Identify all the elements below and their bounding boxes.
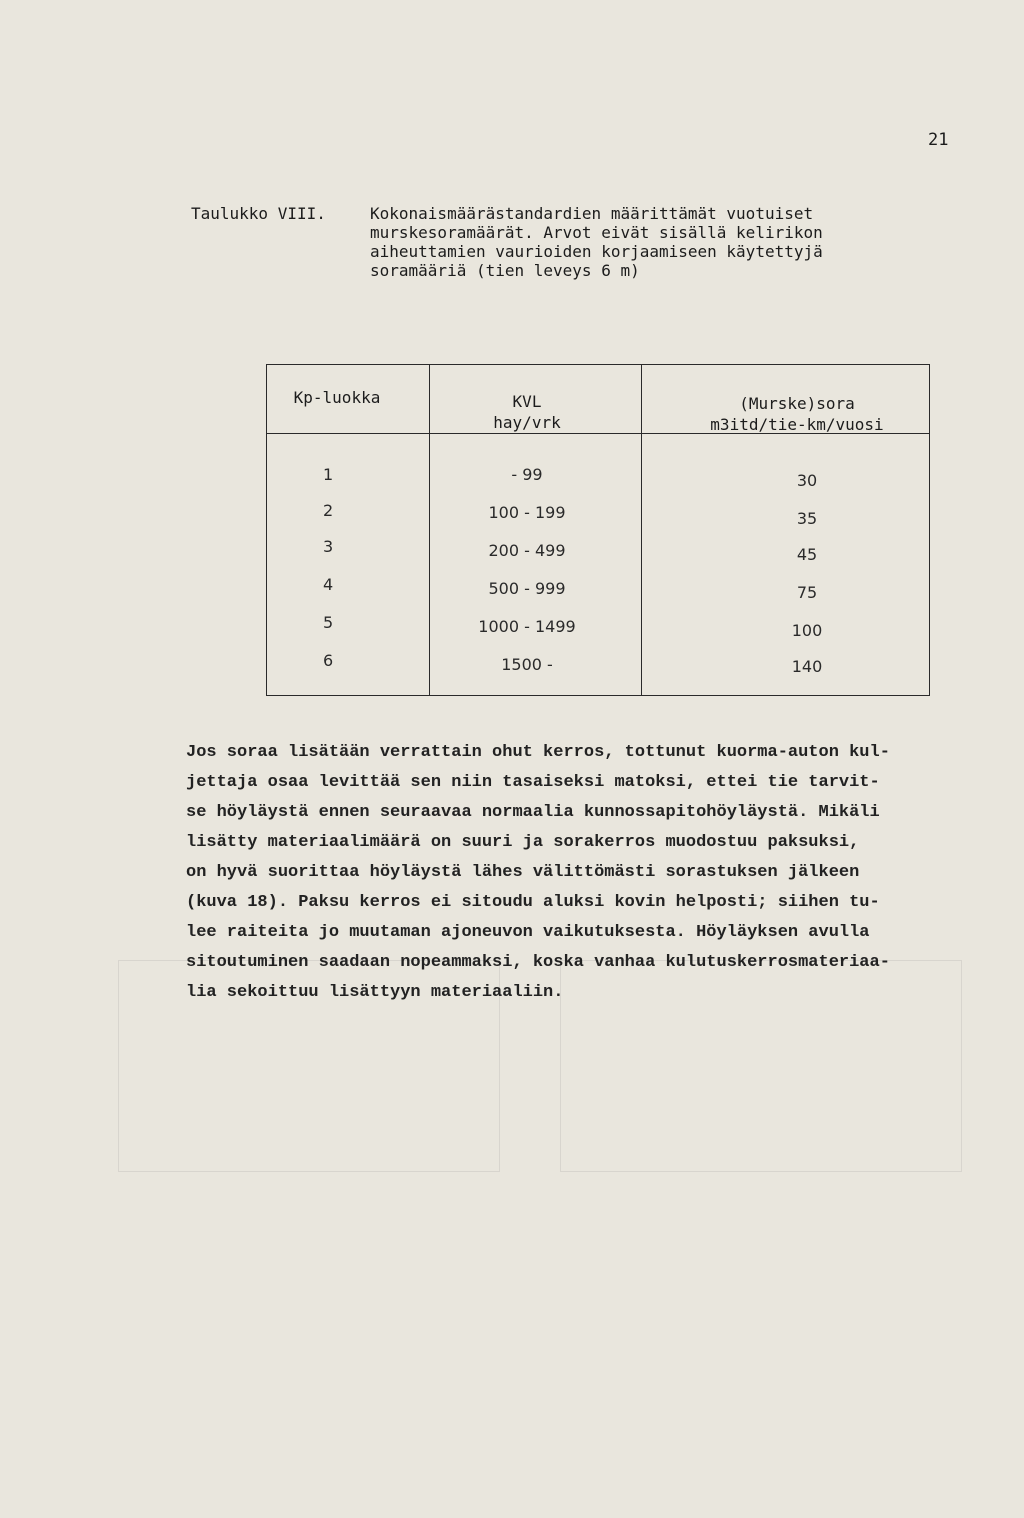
table-cell-kvl: 100 - 199 (488, 503, 566, 522)
table-cell-kp: 4 (323, 575, 334, 594)
body-line: sitoutuminen saadaan nopeammaksi, koska vanhaa kulutuskerrosmateriaa- (186, 953, 890, 972)
soramaarat-table (266, 364, 930, 696)
table-cell-sora: 45 (796, 545, 818, 564)
table-cell-sora: 75 (796, 583, 818, 602)
header-kvl (457, 391, 597, 433)
body-line: lisätty materiaalimäärä on suuri ja sorakerros muodostuu paksuksi, (186, 833, 860, 852)
column-divider (429, 365, 430, 695)
table-caption-label: Taulukko VIII. (191, 204, 326, 223)
header-kvl-line2: hay/vrk (493, 413, 561, 432)
table-cell-sora: 35 (796, 509, 818, 528)
header-kp-luokka: Kp-luokka (293, 388, 381, 407)
table-cell-kvl: - 99 (511, 465, 543, 484)
table-cell-sora: 100 (791, 621, 823, 640)
body-line: (kuva 18). Paksu kerros ei sitoudu aluksi kovin helposti; siihen tu- (186, 893, 880, 912)
table-caption-text (370, 204, 950, 280)
caption-line: aiheuttamien vaurioiden korjaamiseen käytettyjä (370, 242, 823, 261)
body-paragraph (186, 738, 986, 1008)
caption-line: soramääriä (tien leveys 6 m) (370, 261, 640, 280)
table-cell-sora: 30 (796, 471, 818, 490)
caption-line: murskesoramäärät. Arvot eivät sisällä kelirikon (370, 223, 823, 242)
table-cell-kvl: 1000 - 1499 (478, 617, 576, 636)
column-divider (641, 365, 642, 695)
table-cell-kp: 1 (323, 465, 334, 484)
header-sora-line1: (Murske)sora (739, 394, 855, 413)
body-line: se höyläystä ennen seuraavaa normaalia kunnossapitohöyläystä. Mikäli (186, 803, 880, 822)
table-cell-kp: 2 (323, 501, 334, 520)
caption-line: Kokonaismäärästandardien määrittämät vuotuiset (370, 204, 814, 223)
table-cell-kvl: 500 - 999 (488, 579, 566, 598)
header-sora-line2: m3itd/tie-km/vuosi (710, 415, 884, 434)
body-line: lia sekoittuu lisättyyn materiaaliin. (186, 983, 564, 1002)
page-number: 21 (928, 130, 949, 150)
table-cell-kvl: 200 - 499 (488, 541, 566, 560)
body-line: on hyvä suorittaa höyläystä lähes välittömästi sorastuksen jälkeen (186, 863, 860, 882)
table-cell-kp: 3 (323, 537, 334, 556)
header-sora (667, 393, 927, 435)
table-cell-kp: 6 (323, 651, 334, 670)
body-line: Jos soraa lisätään verrattain ohut kerros, tottunut kuorma-auton kul- (186, 743, 890, 762)
table-cell-sora: 140 (791, 657, 823, 676)
table-cell-kvl: 1500 - (501, 655, 553, 674)
body-line: jettaja osaa levittää sen niin tasaiseksi matoksi, ettei tie tarvit- (186, 773, 880, 792)
table-cell-kp: 5 (323, 613, 334, 632)
header-kvl-line1: KVL (512, 392, 542, 411)
body-line: lee raiteita jo muutaman ajoneuvon vaikutuksesta. Höyläyksen avulla (186, 923, 870, 942)
